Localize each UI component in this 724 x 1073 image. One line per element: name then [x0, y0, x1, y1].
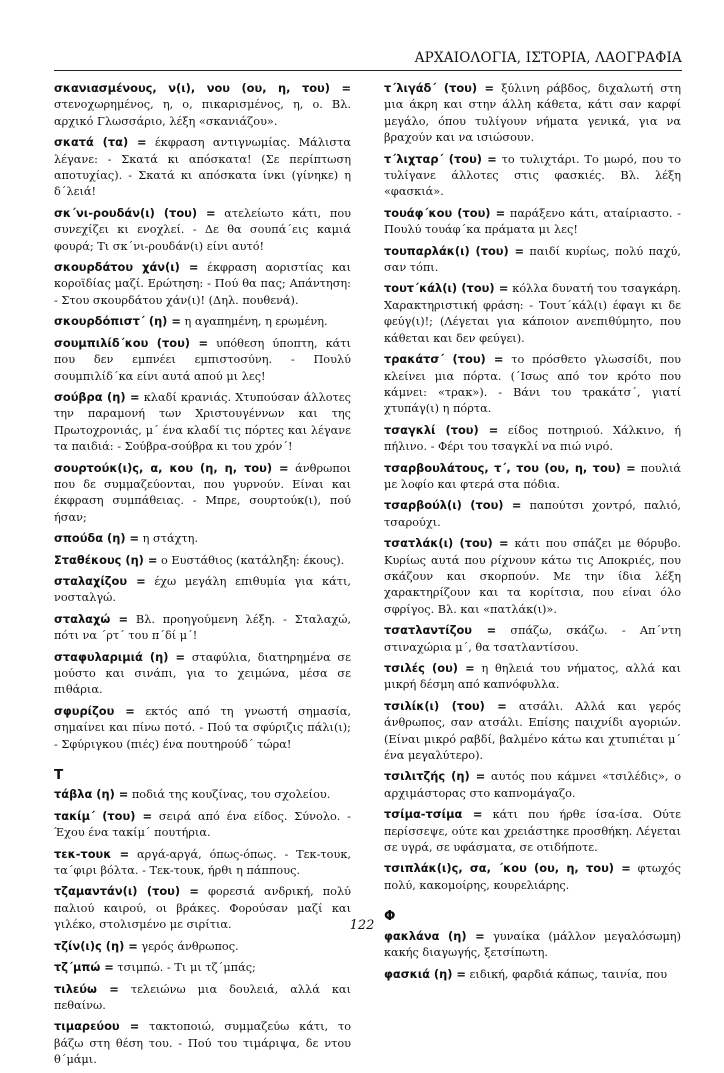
- headword: σκουρδάτου χάν(ι) =: [54, 260, 199, 275]
- section-letter-t: Τ: [54, 767, 64, 784]
- headword: τεκ-τουκ =: [54, 846, 130, 861]
- dictionary-entry: [384, 497, 681, 531]
- headword: σταφυλαριμιά (η) =: [54, 649, 186, 664]
- dictionary-entry: [54, 573, 351, 607]
- headword: σούβρα (η) =: [54, 389, 140, 404]
- headword: τουτ΄κάλ(ι) (του) =: [384, 281, 509, 296]
- headword: τσαρβουλάτους, τ΄, του (ου, η, του) =: [384, 460, 636, 475]
- definition: Βλ. προηγούμενη λέξη. - Σταλαχώ, πότι να ΄ρτ΄ του π΄δί μ΄!: [54, 612, 351, 643]
- dictionary-entry: [54, 335, 351, 385]
- entries-group-t-cont: [384, 80, 681, 894]
- definition: έκφραση αντιγνωμίας. Μάλιστα λέγανε: - Σκατά κι απόσκατα! (Σε περίπτωση αποτυχίας). - Σκατά κι απόσκατα ίνκι (γίνηκε) η δ΄λειά!: [54, 136, 351, 199]
- dictionary-entry: [384, 205, 681, 239]
- dictionary-entry: [384, 535, 681, 618]
- definition: παπούτσι χοντρό, παλιό, τσαρούχι.: [384, 499, 681, 529]
- dictionary-entry: [54, 134, 351, 201]
- headword: σκανιασμένους, ν(ι), νου (ου, η, του) =: [54, 81, 351, 95]
- dictionary-entry: [54, 938, 351, 955]
- dictionary-entry: [54, 649, 351, 699]
- dictionary-entry: [384, 80, 681, 147]
- headword: σουμπιλίδ΄κου (του) =: [54, 335, 208, 350]
- dictionary-entry: [384, 768, 681, 802]
- definition: εκτός από τη γνωστή σημασία, σημαίνει και πίνω ποτό. - Πού τα σφύριζις πάλι(ι); - Σφύριγκου (πιές) ένα πουτηρούδ΄ τώρα!: [54, 704, 351, 751]
- right-column: [384, 80, 681, 987]
- headword: τσιλές (ου) =: [384, 661, 475, 675]
- definition: παιδί κυρίως, πολύ παχύ, σαν τόπι.: [384, 244, 681, 275]
- headword: τσιπλάκ(ι)ς, σα, ΄κου (ου, η, του) =: [384, 861, 631, 876]
- definition: το τυλιχτάρι. Το μωρό, που το τυλίγανε άλλοτες στις φασκιές. Βλ. λέξη «φασκιά».: [384, 152, 681, 199]
- definition: σταφύλια, διατηρημένα σε μούστο και σινάπι, για το χειμώνα, μέσα σε πιθάρια.: [54, 650, 351, 697]
- definition: τελειώνω μια δουλειά, αλλά και πεθαίνω.: [54, 982, 351, 1012]
- section-letter-f: Φ: [384, 908, 396, 925]
- dictionary-entry: [54, 846, 351, 880]
- headword: τακίμ΄ (του) =: [54, 808, 153, 823]
- definition: σειρά από ένα είδος. Σύνολο. - Έχου ένα τακίμ΄ πουτήρια.: [54, 809, 351, 840]
- dictionary-entry: [54, 786, 351, 803]
- definition: γερός άνθρωπος.: [137, 939, 239, 953]
- dictionary-entry: [384, 151, 681, 201]
- dictionary-entry: [384, 351, 681, 418]
- definition: αυτός που κάμνει «τσιλέδις», ο αρχιμάστορας στο καπνομάγαζο.: [384, 770, 681, 800]
- headword: τσιλίκ(ι) (του) =: [384, 698, 507, 713]
- dictionary-entry: [54, 703, 351, 753]
- headword: σουρτούκ(ι)ς, α, κου (η, η, του) =: [54, 460, 289, 475]
- running-header: ΑΡΧΑΙΟΛΟΓΙΑ, ΙΣΤΟΡΙΑ, ΛΑΟΓΡΑΦΙΑ: [414, 50, 682, 66]
- headword: σκουρδόπιστ΄ (η) =: [54, 314, 181, 329]
- headword: τάβλα (η) =: [54, 787, 129, 802]
- definition: ατσάλι. Αλλά και γερός άνθρωπος, σαν ατσάλι. Επίσης παιχνίδι αγοριών. (Είναι μικρό ραβδί, βαλμένο κάτω και χτυπιέται μ΄ ένα μεγαλύτερο).: [384, 699, 681, 763]
- headword: τουπαρλάκ(ι) (του) =: [384, 243, 525, 258]
- definition: είδος ποτηριού. Χάλκινο, ή πήλινο. - Φέρι του τσαγκλί να πιώ νιρό.: [384, 423, 682, 454]
- definition: στενοχωρημένος, η, ο, πικαρισμένος, η, ο. Βλ. αρχικό Γλωσσάριο, λέξη «σκανιάζου».: [54, 98, 351, 128]
- headword: τ΄λιγάδ΄ (του) =: [384, 81, 495, 95]
- dictionary-entry: [54, 552, 351, 569]
- dictionary-entry: [54, 1018, 351, 1068]
- dictionary-entry: [384, 966, 681, 983]
- definition: ξύλινη ράβδος, διχαλωτή στη μια άκρη και στην άλλη κάθετα, κάτι σαν καρφί μεγάλο, όπου τυλίγουν νήματα γενικά, για να βραχούν και να ισιώσουν.: [384, 82, 681, 145]
- dictionary-entry: [384, 660, 681, 694]
- definition: έχω μεγάλη επιθυμία για κάτι, νοσταλγώ.: [54, 574, 351, 605]
- definition: η αγαπημένη, η ερωμένη.: [180, 315, 328, 329]
- headword: τσατλάκ(ι) (του) =: [384, 536, 509, 551]
- dictionary-entry: [54, 959, 351, 976]
- dictionary-entry: [54, 259, 351, 309]
- definition: πουλιά με λοφίο και φτερά στα πόδια.: [384, 461, 681, 491]
- definition: το πρόσθετο γλωσσίδι, που κλείνει μια πόρτα. (΄Ισως από τον κρότο που κάμνει: «τρακ»). - Βάνι του τρακάτσ΄, γιατί χτυπάγ(ι) η πόρτα.: [384, 353, 682, 416]
- definition: η στάχτη.: [139, 532, 199, 546]
- definition: η θηλειά του νήματος, αλλά και μικρή δέσμη από καπνόφυλλα.: [384, 662, 681, 692]
- headword: σπούδα (η) =: [54, 531, 140, 546]
- page-number: 122: [349, 918, 375, 933]
- definition: ειδική, φαρδιά κάπως, ταινία, που: [465, 967, 668, 981]
- definition: παράξενο κάτι, αταίριαστο. - Πουλύ τουάφ΄κα πράματα μι λες!: [384, 206, 681, 237]
- dictionary-entry: [384, 698, 681, 765]
- dictionary-entry: [54, 530, 351, 547]
- definition: ο Ευστάθιος (κατάληξη: έκους).: [157, 553, 345, 567]
- headword: φασκιά (η) =: [384, 966, 466, 981]
- definition: κάτι που σπάζει με θόρυβο. Κυρίως αυτά που ρίχνουν κάτω τις Αποκριές, που σκάζουν και σκορπούν. Με την ίδια λέξη χαρακτηρίζουν και τα κορίτσια, που είναι όλο σφρίγος. Βλ. και «πατλάκ(ι)».: [384, 537, 681, 616]
- headword: τσατλαντίζου =: [384, 623, 497, 638]
- definition: φορεσιά ανδρική, πολύ παλιού καιρού, οι βράκες. Φορούσαν μαζί και γιλέκο, στολισμένο με σιρίτια.: [54, 885, 351, 932]
- dictionary-entry: [54, 205, 351, 255]
- dictionary-entry: [384, 460, 681, 494]
- dictionary-entry: [54, 808, 351, 842]
- headword: τσιλιτζής (η) =: [384, 769, 486, 784]
- definition: κλαδί κρανιάς. Χτυπούσαν άλλοτες την παραμονή των Χριστουγέννων και της Πρωτοχρονιάς, μ΄ ένα κλαδί τις πόρτες και λέγανε τα παιδιά: - Σούβρα-σούβρα κι του χρόν΄!: [54, 390, 351, 454]
- definition: ποδιά της κουζίνας, του σχολείου.: [128, 788, 331, 802]
- headword: σταλαχώ =: [54, 611, 129, 626]
- dictionary-entry: [384, 860, 681, 894]
- dictionary-entry: [54, 389, 351, 456]
- headword: τσίμα-τσίμα =: [384, 807, 483, 822]
- dictionary-entry: [54, 80, 351, 130]
- dictionary-entry: [54, 313, 351, 330]
- headword: τσαρβούλ(ι) (του) =: [384, 498, 522, 513]
- definition: σπάζω, σκάζω. - Απ΄ντη στιναχώρια μ΄, θα τσατλαντίσου.: [384, 624, 681, 654]
- definition: τσιμπώ. - Τι μι τζ΄μπάς;: [113, 961, 256, 975]
- headword: τιλεύω =: [54, 981, 119, 996]
- header-rule: [54, 70, 682, 71]
- headword: σκατά (τα) =: [54, 135, 147, 150]
- headword: Σταθέκους (η) =: [54, 552, 158, 567]
- definition: άνθρωποι που δε συμμαζεύονται, που γυρνούν. Είναι και έκφραση συμπάθειας. - Μπρε, σουρτούκ(ι), πού ήσαν;: [54, 461, 351, 524]
- entries-group-f: [384, 928, 681, 983]
- headword: τρακάτσ΄ (του) =: [384, 352, 504, 367]
- definition: τακτοποιώ, συμμαζεύω κάτι, το βάζω στη θέση του. - Πού του τιμάριψα, δε ντου θ΄μάμι.: [54, 1020, 351, 1067]
- dictionary-entry: [54, 981, 351, 1015]
- headword: φακλάνα (η) =: [384, 928, 485, 943]
- definition: γυναίκα (μάλλον μεγαλόσωμη) κακής διαγωγής, ξετσίπωτη.: [384, 929, 681, 960]
- headword: τσαγκλί (του) =: [384, 422, 499, 437]
- headword: τζαμαντάν(ι) (του) =: [54, 884, 199, 899]
- dictionary-entry: [384, 280, 681, 347]
- definition: κόλλα δυνατή του τσαγκάρη. Χαρακτηριστική φράση: - Τουτ΄κάλ(ι) έφαγι κι δε φεύγ(ι)!; (Λέγεται για κάποιον ανεπιθύμητο, που κάθεται και δεν φεύγει).: [384, 282, 681, 345]
- headword: τιμαρεύου =: [54, 1019, 140, 1034]
- definition: κάτι που ήρθε ίσα-ίσα. Ούτε περίσσεψε, ούτε και χρειάστηκε προσθήκη. Λέγεται σε υγρά, σε υφάσματα, σε οτιδήποτε.: [384, 808, 681, 855]
- headword: σφυρίζου =: [54, 703, 135, 718]
- dictionary-entry: [54, 460, 351, 527]
- entries-group-s: [54, 80, 351, 753]
- definition: ατελείωτο κάτι, που συνεχίζει κι ενοχλεί. - Δε θα σουπά΄εις καμιά φουρά; Τι σκ΄νι-ρουδάν(ι) είνι αυτό!: [54, 206, 351, 253]
- definition: αργά-αργά, όπως-όπως. - Τεκ-τουκ, τα΄φιρι βόλτα. - Τεκ-τουκ, ήρθι η πάππους.: [54, 847, 351, 878]
- dictionary-entry: [384, 622, 681, 656]
- dictionary-entry: [54, 611, 351, 645]
- dictionary-entry: [384, 243, 681, 277]
- headword: σταλαχίζου =: [54, 573, 146, 588]
- headword: σκ΄νι-ρουδάν(ι) (του) =: [54, 205, 216, 220]
- definition: φτωχός πολύ, κακομοίρης, κουρελιάρης.: [384, 862, 682, 892]
- definition: υπόθεση ύποπτη, κάτι που δεν εμπνέει εμπιστοσύνη. - Πουλύ σουμπιλίδ΄κα είνι αυτά απού μι λες!: [54, 336, 351, 383]
- dictionary-entry: [384, 806, 681, 856]
- headword: τουάφ΄κου (του) =: [384, 205, 506, 220]
- headword: τ΄λιχταρ΄ (του) =: [384, 151, 497, 166]
- headword: τζ΄μπώ =: [54, 960, 114, 975]
- definition: έκφραση αοριστίας και κοροϊδίας μαζί. Ερώτηση: - Πού θα πας; Απάντηση: - Στου σκουρδάτου χάν(ι)! (Δηλ. πουθενά).: [54, 261, 351, 307]
- headword: τζίν(ι)ς (η) =: [54, 938, 138, 953]
- dictionary-entry: [384, 422, 681, 456]
